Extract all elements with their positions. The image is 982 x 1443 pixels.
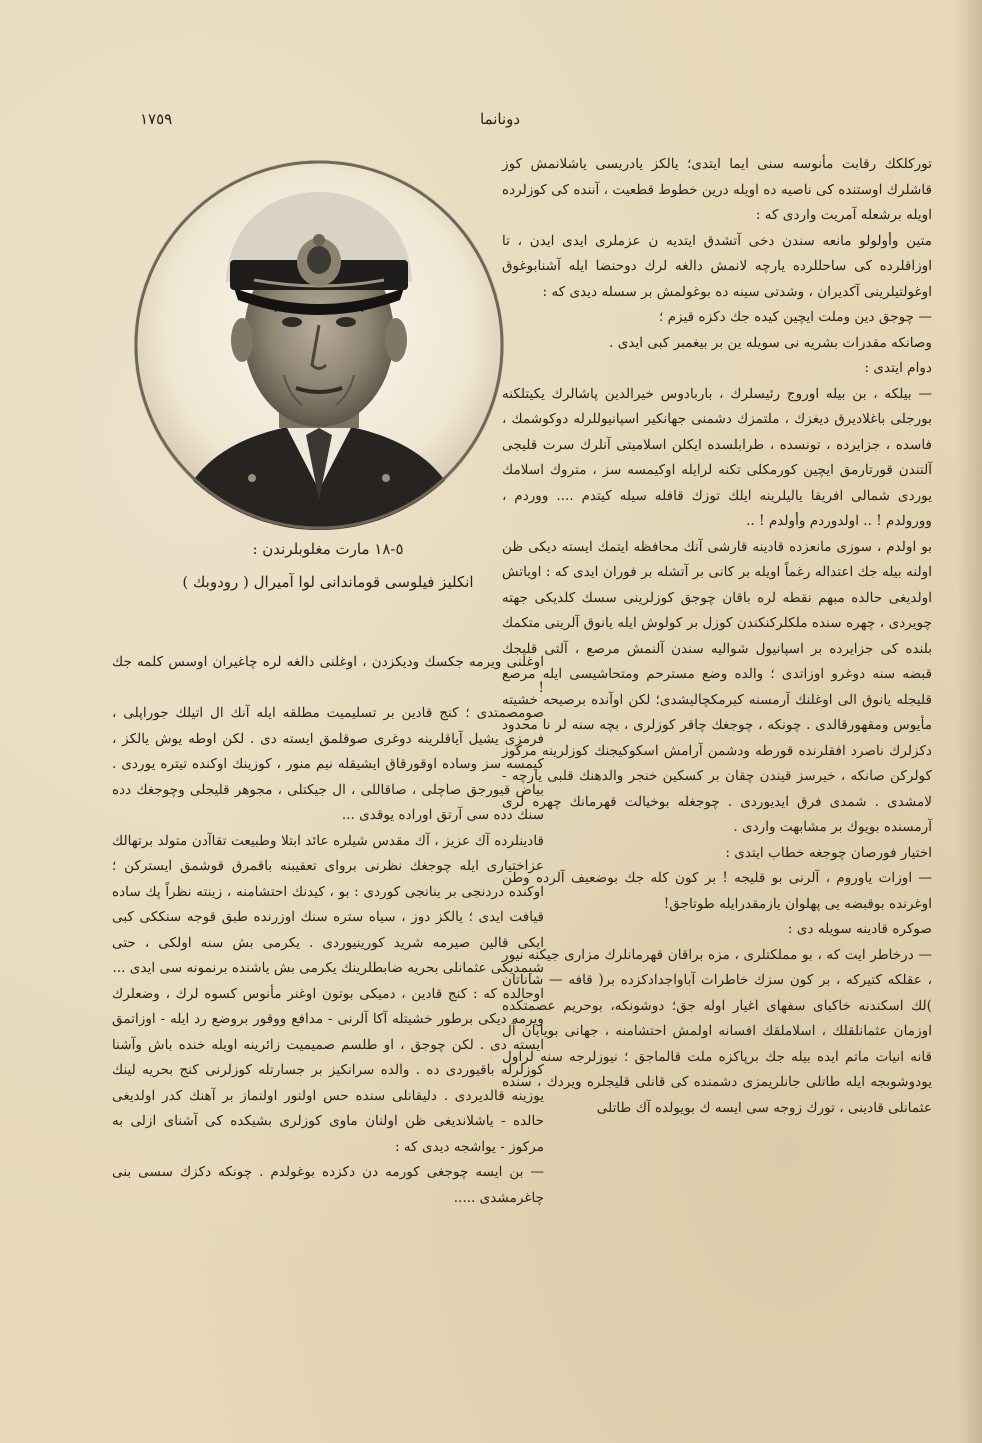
page-number: ١٧٥٩ [140,110,173,128]
paragraph: بو اولدم ، سوزى مانعزده قادينه قارشى آنك محافظه ايتمك ايسته ديكى ظن اولنه بيله جك اعتداله رغماً اويله بر كانى بر آتشله بر فوران ايدى كه : اوياتش اولديغى حالده مبهم نقطه لره باقان چوجق كوزلرينى سسك كلديكى جهته چويردى ، چهره سنده ملكلركنكندن كوزل بر كولوش ايله يانوق آلرينى متكمك بلنده كى جزايرده بر اسپانيول شواليه سندن آلنمش مرصع ، آلتى قليجك قبضه سنه دوغرو اوزاتدى ؛ والده وضع مسترحم ومتحاشيسى ايله مرصع قليجله يانوق الى اوغلنك آرمسنه كيرمكچاليشدى؛ لكن اوآنده برصيحه خشيته مأيوس ومقهورقالدى . چونكه ، چوجغك چاقر كوزلرى ، بچه سنه لر نا محدود دكزلرك ناصرد افقلرنده قورطه ودشمن آرامش اسكوكيجنك كوزلرينه مركوز كولركن صانكه ، خيرسز قيندن چقان بر كسكين خنجر والدهنك قلبى يارچه - لامشدى . شمدى فرق ايديوردى . چوجغله بوخيالت قهرمانك چهره لرى آرمسنده بويوك بر مشابهت واردى . [502,538,932,835]
paragraph: اوغلنى ويرمه جكسك وديكزدن ، اوغلنى دالغه لره چاغيران اوسس كلمه جك ! [112,654,544,696]
paragraph: صوكره قادينه سويله دى : [787,921,932,937]
paragraph: دوام ايتدى : [864,360,932,376]
paragraph: وصانكه مقدرات بشريه نى سويله ين بر بيغمبر كبى ايدى . [609,334,932,351]
paragraph: — بن ايسه چوجغى كورمه دن دكزده بوغولدم . چونكه دكزك سسى بنى چاغرمشدى ..... [112,1164,544,1206]
photo-caption-subtitle: انكليز فيلوسى قوماندانى لوا آميرال ( رودوبك ) [182,573,474,591]
paragraph: صومصمتدى ؛ كنج قادين بر تسليميت مطلقه ايله آنك ال اتيلك جوراپلى ، فرمزى يشيل آياقلرينه دوغرى صوقلمق ايسته دى . لكن اوطه يوش يالكز ، كيمسه سز وساده اوقورقاق ايشيقله نيم منور ، كوزينك اوكنده تيتره يوردى . بياض قيورجق صاچلى ، صاقاللى ، ال جيكتلى ، مجوهر قليجلى وچوجغك دده سنك دده سى آرتق اوراده يوقدى ... [112,705,544,823]
paragraph: اوحالده كه : كنج قادين ، دميكى بوتون اوغنر مأنوس كسوه لرك ، وضعلرك ويرمه ديكى برطور خشيتله آكا آلرنى - مدافع ووقور بروضع رد ايله - اوزاتمق ايسته دى . لكن چوجق ، او طلسم صميميت زائرينه اويله خنده باش وآشنا كوزلرله باقيوردى ده . والده سرانكيز بر جسارتله كوزلرنى كنج بحريه لينك يوزينه قالديردى . دليقانلى سنده حس اولنور اولنماز بر آهنك كدر اولديغى حالده - ياشلانديغى ظن اولنان ماوى كوزلرى بشيكده كى آشناى ازلى به مركوز - يواشجه ديدى كه : [112,985,544,1155]
text-column-right [502,152,932,1121]
paragraph: — چوجق دين وملت ايچين كيده جك دكزه قيزم ؛ [659,309,932,325]
paragraph: اختيار فورصان چوجغه خطاب ايتدى : [725,844,932,861]
photo-caption-title: ٥-١٨ مارت مغلوبلرندن : [252,540,404,558]
paragraph: قادينلرده آك عزيز ، آك مقدس شيلره عائد ابتلا وطبيعت تقاآدن متولد برتهالك عزاختيارى ايله چوجغك نظرنى برواى تعقيبنه باقمرق قوشمق ايستركن ؛ اوكنده دردنجى بر ينانجى كوردى : بو ، كيدنك احتشامنه ، زينته نظراً پك ساده قيافت ايدى ؛ يالكز دوز ، سياه ستره سنك اوزرنده طبق قوجه سنككى كبى ايكى قالين صيرمه شريد كورينيوردى . يكرمى بش سنه اولكى ، حتى شيمديكى عثمانلى بحريه ضابطلرينك يكرمى بش ياشنده برنمونه سى ايدى ... [112,832,544,976]
running-head: دونانما [480,110,521,128]
paragraph: — اوزات ياوروم ، آلرنى بو قليجه ! بر كون كله جك بوضعيف آلرده وطن اوغرنده بوقبضه يى پهلوان يازمقدرايله طوتاجق! [502,870,932,912]
paragraph: توركلكك رقابت مأنوسه سنى ايما ايتدى؛ يالكز يادريسى ياشلانمش كوز قاشلرك اوستنده كى ناصيه ده اويله درين خطوط قطعيت ، آننده كى كوزلرده اويله برشعله آمريت واردى كه : [502,156,932,223]
paragraph: متين وأولولو مانعه سندن دخى آتشدق ايتديه ن عزملرى ايدى ايدن ، تا اوزاقلرده كى ساحللرده يارچه لانمش دالغه لرك دوحنضا ايله آشنابوغوق اوغولتيلرينى آكديران ، وشدتى سينه ده بوغولمش بر سسله ديدى كه : [502,232,932,300]
text-column-left [112,650,544,1211]
paragraph: — بيلكه ، بن بيله اوروج رئيسلرك ، باربادوس خيرالدين پاشالرك يكيتلكنه بورجلى باغلاديرق ديغزك ، ملتمزك دشمنى جهانكير اسپانيوللرله دوكوشمك ، فاسده ، جزايرده ، تونسده ، طرابلسده ايكلن اسلاميتى آنلرك سرت قليجى آلتندن قورتارمق ايچين كورمكلى تكنه لرايله اوكيمسه سز ، متروك اسلامك يوردى شمالى افريقا ياليلرينه ايلك توزك قافله سيله كيتدم .... ووردم ، وورولدم ! .. اولدوردم وأولدم ! .. [502,385,932,529]
paragraph: — درخاطر ايت كه ، بو مملكتلرى ، مزه براقان قهرمانلرك مزارى جيكنه نيور ، عقلكه كتيركه ، بر كون سزك خاطرات آباواجدادكزده بر( قافه — شاناتان )لك اسكندنه خاكباى سفهاى اغيار اوله جق؛ دوشونكه، بوحريم عصمتكده اوزمان عثمانلقلك ، اسلاملقك افسانه اولمش احتشامنه ، جهانى بويايان آل قانه انيات ماتم ايده بيله جك برپاكزه ملت قالماجق ؛ نيوزلرجه سنه لراول يودوشوبجه ايله طاتلى جانلريمزى دشمنده كى قانلى قليجلره ويردك ، سنده عثمانلى قادينى ، تورك زوجه سى ايسه ك بويولده آك طاتلى [502,946,932,1116]
portrait-photo [134,160,504,530]
page-fold-shadow [957,0,982,1443]
